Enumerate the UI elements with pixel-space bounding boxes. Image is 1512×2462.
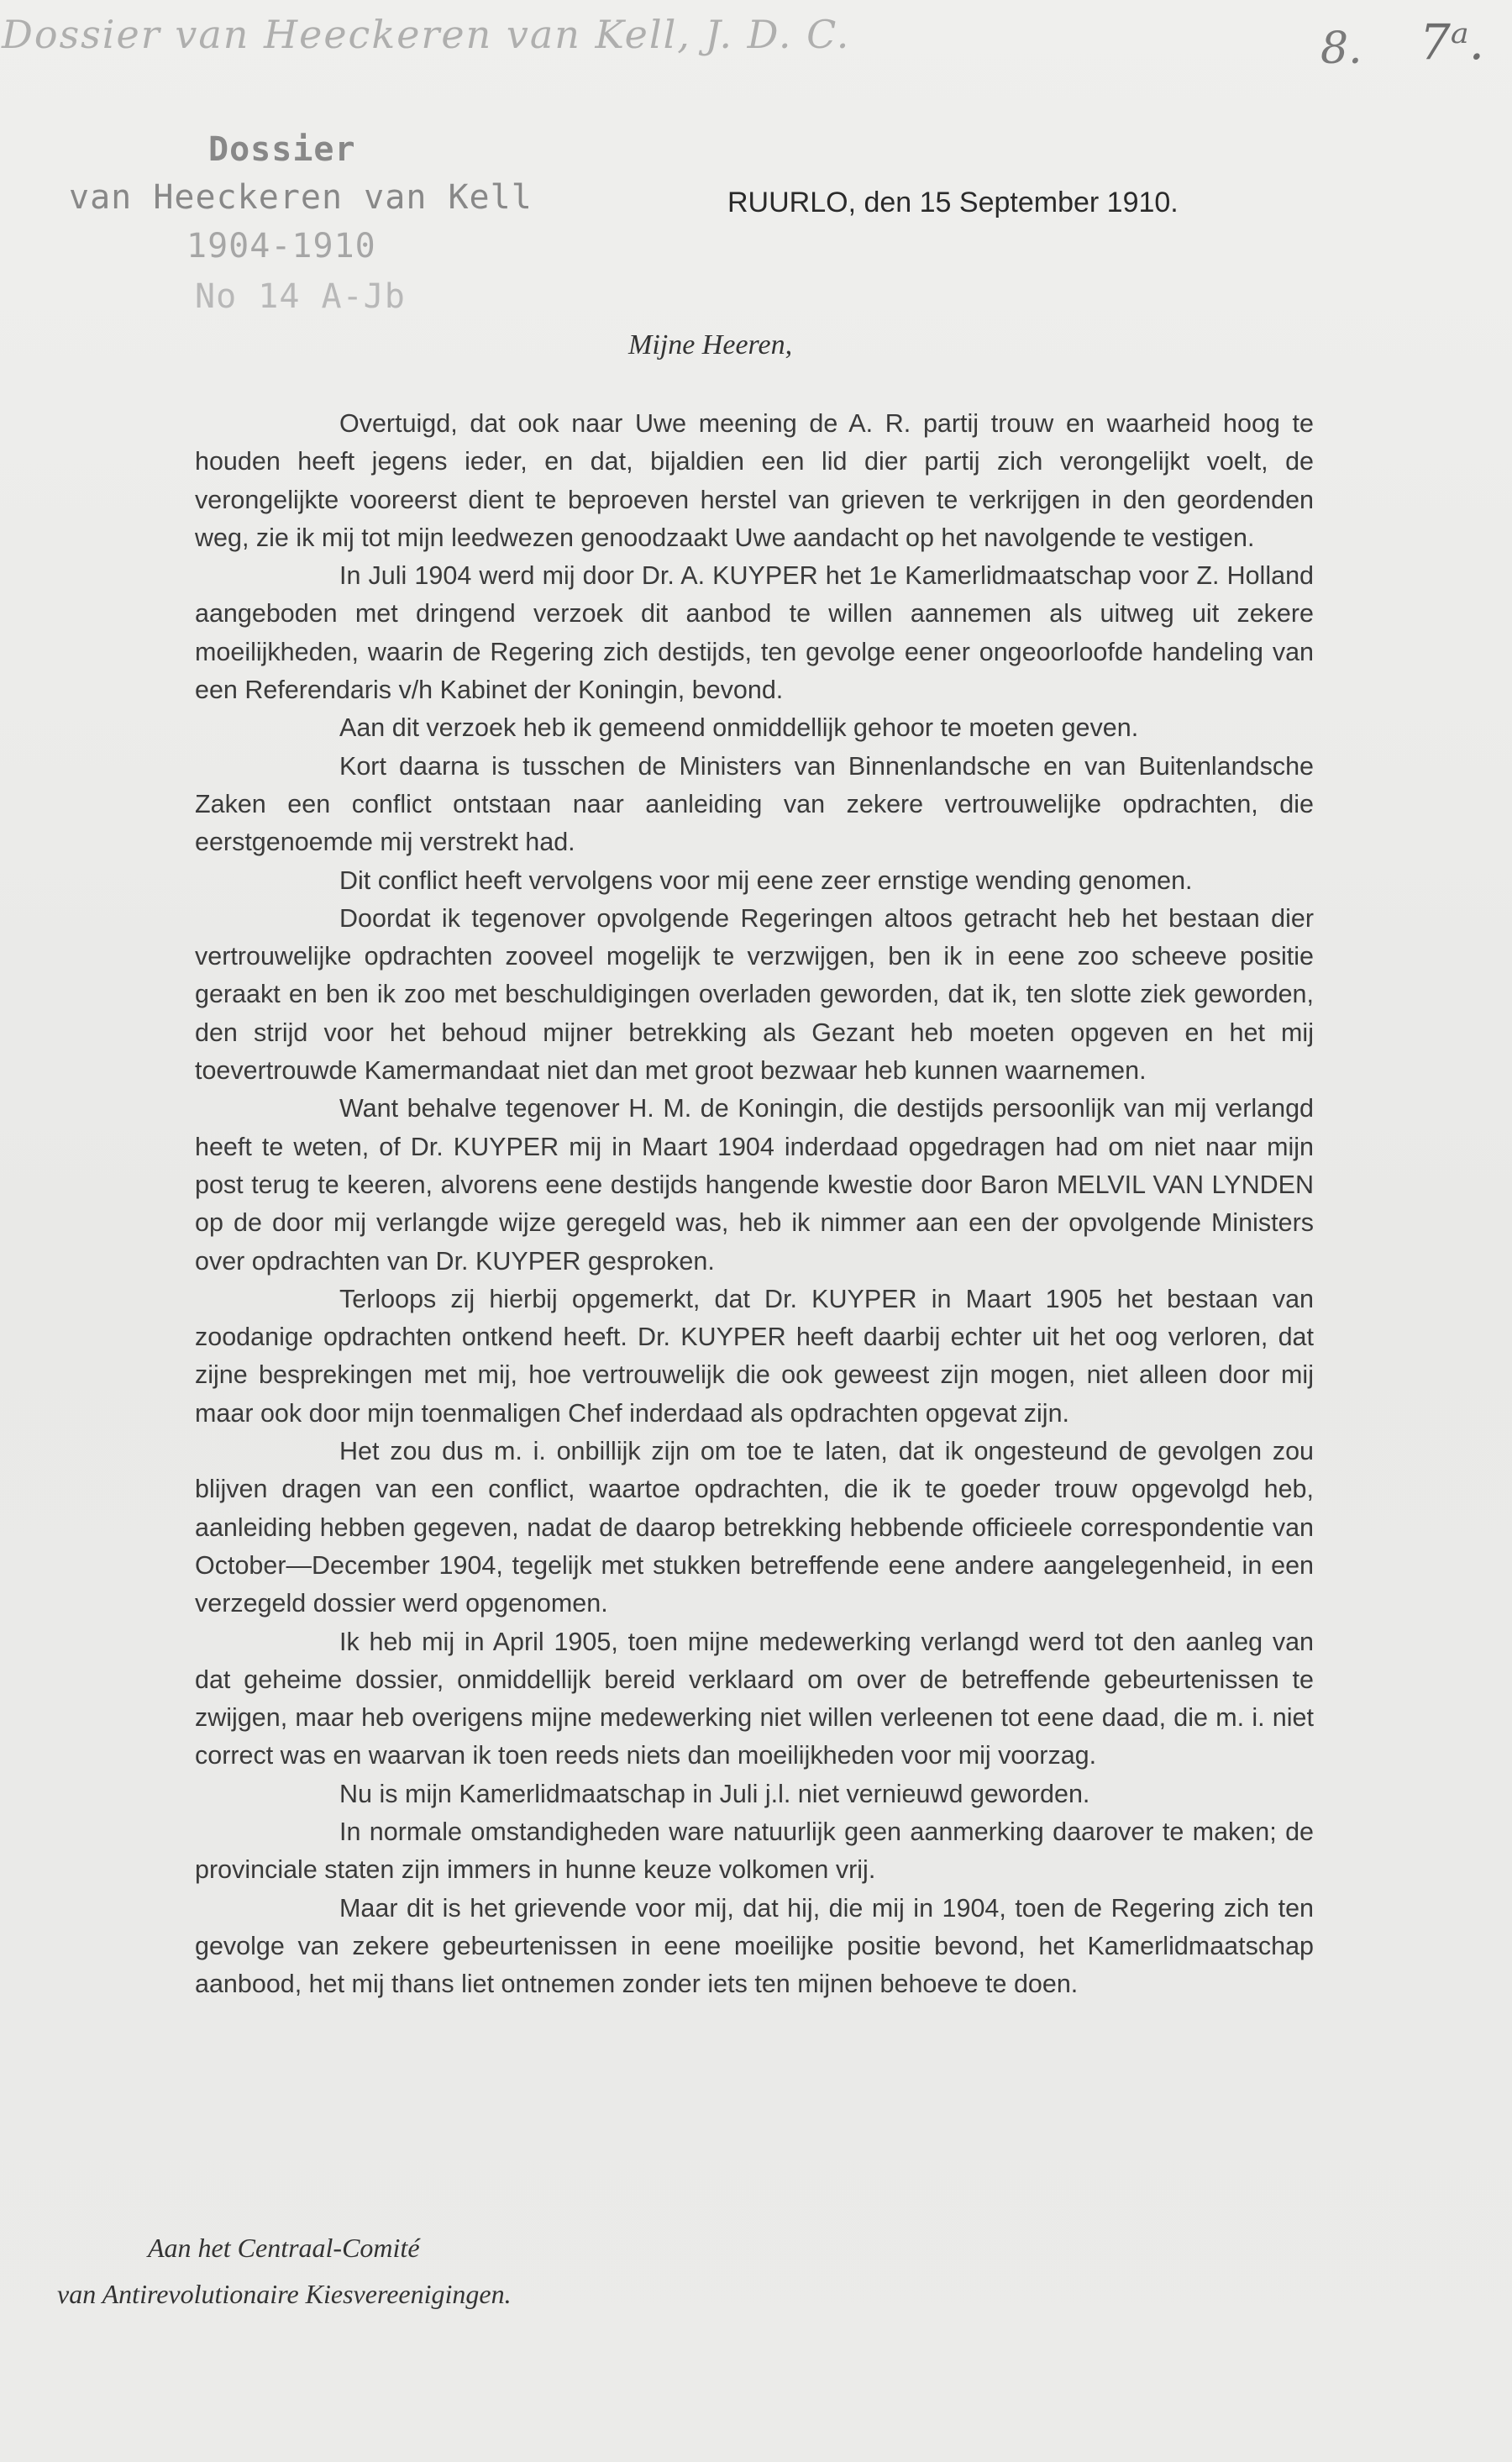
- paragraph: Doordat ik tegenover opvolgende Regeringen altoos getracht heb het bestaan dier vertrouwelijke opdrachten zooveel mogelijk te verzwijgen, ben ik in eene zoo scheeve positie geraakt en ben ik zoo met beschuldigingen overladen geworden, dat ik, ten slotte ziek geworden, den strijd voor het behoud mijner betrekking als Gezant heb moeten opgeven en het mij toevertrouwde Kamermandaat niet dan met groot bezwaar heb kunnen waarnemen.: [195, 903, 1314, 1086]
- salutation: Mijne Heeren,: [628, 329, 793, 360]
- stamp-line-4: No 14 A-Jb: [195, 277, 406, 316]
- addressee-line-2: van Antirevolutionaire Kiesvereenigingen.: [57, 2279, 512, 2309]
- stamp-line-3: 1904-1910: [186, 227, 376, 266]
- letter-body: [195, 405, 1314, 2003]
- paragraph: Kort daarna is tusschen de Ministers van Binnenlandsche en van Buitenlandsche Zaken een conflict ontstaan naar aanleiding van zekere vertrouwelijke opdrachten, die eerstgenoemde mij verstrekt had.: [195, 751, 1314, 857]
- paragraph: Nu is mijn Kamerlidmaatschap in Juli j.l. niet vernieuwd geworden.: [339, 1779, 1090, 1808]
- paragraph: Aan dit verzoek heb ik gemeend onmiddellijk gehoor te moeten geven.: [339, 713, 1139, 743]
- place-date: RUURLO, den 15 September 1910.: [727, 187, 1179, 218]
- addressee-line-1: Aan het Centraal-Comité: [148, 2233, 420, 2263]
- paragraph: Het zou dus m. i. onbillijk zijn om toe te laten, dat ik ongesteund de gevolgen zou blijven dragen van een conflict, waartoe opdrachten, die ik te goeder trouw opgevolgd heb, aanleiding hebben gegeven, nadat de daarop betrekking hebbende officieele correspondentie van October—December 1904, tegelijk met stukken betreffende eene andere aangelegenheid, in een verzegeld dossier werd opgenomen.: [195, 1437, 1314, 1618]
- paragraph: Terloops zij hierbij opgemerkt, dat Dr. KUYPER in Maart 1905 het bestaan van zoodanige opdrachten ontkend heeft. Dr. KUYPER heeft daarbij echter uit het oog verloren, dat zijne besprekingen met mij, hoe vertrouwelijk die ook geweest zijn mogen, niet alleen door mij maar ook door mijn toenmaligen Chef inderdaad als opdrachten opgevat zijn.: [195, 1284, 1314, 1428]
- addressee-block: [0, 2225, 605, 2317]
- handwritten-annotation: Dossier van Heeckeren van Kell, J. D. C.: [2, 12, 851, 57]
- stamp-line-1: Dossier: [208, 130, 356, 169]
- paragraph: In Juli 1904 werd mij door Dr. A. KUYPER het 1e Kamerlidmaatschap voor Z. Holland aangeboden met dringend verzoek dit aanbod te willen aannemen als uitweg uit zekere moeilijkheden, waarin de Regering zich destijds, ten gevolge eener ongeoorloofde handeling van een Referendaris v/h Kabinet der Koningin, bevond.: [195, 561, 1314, 705]
- stamp-line-2: van Heeckeren van Kell: [69, 178, 533, 217]
- page-number-mark: 8.: [1320, 24, 1362, 74]
- folio-mark: 7ᵃ.: [1420, 13, 1485, 71]
- paragraph: Overtuigd, dat ook naar Uwe meening de A. R. partij trouw en waarheid hoog te houden heeft jegens ieder, en dat, bijaldien een lid dier partij zich verongelijkt voelt, de verongelijkte vooreerst dient te beproeven herstel van grieven te verkrijgen in den geordenden weg, zie ik mij tot mijn leedwezen genoodzaakt Uwe aandacht op het navolgende te vestigen.: [195, 409, 1314, 552]
- paragraph: In normale omstandigheden ware natuurlijk geen aanmerking daarover te maken; de provinciale staten zijn immers in hunne keuze volkomen vrij.: [195, 1817, 1314, 1885]
- paragraph: Maar dit is het grievende voor mij, dat hij, die mij in 1904, toen de Regering zich ten gevolge van zekere gebeurtenissen in eene moeilijke positie bevond, het Kamerlidmaatschap aanbood, het mij thans liet ontnemen zonder iets ten mijnen behoeve te doen.: [195, 1893, 1314, 1999]
- paragraph: Want behalve tegenover H. M. de Koningin, die destijds persoonlijk van mij verlangd heeft te weten, of Dr. KUYPER mij in Maart 1904 inderdaad opgedragen had om niet naar mijn post terug te keeren, alvorens eene destijds hangende kwestie door Baron MELVIL VAN LYNDEN op de door mij verlangde wijze geregeld was, heb ik nimmer aan een der opvolgende Ministers over opdrachten van Dr. KUYPER gesproken.: [195, 1094, 1314, 1276]
- paragraph: Ik heb mij in April 1905, toen mijne medewerking verlangd werd tot den aanleg van dat geheime dossier, onmiddellijk bereid verklaard om over de betreffende gebeurtenissen te zwijgen, maar heb overigens mijne medewerking niet willen verleenen tot eene daad, die m. i. niet correct was en waarvan ik toen reeds niets dan moeilijkheden voor mij voorzag.: [195, 1627, 1314, 1770]
- paragraph: Dit conflict heeft vervolgens voor mij eene zeer ernstige wending genomen.: [339, 865, 1193, 895]
